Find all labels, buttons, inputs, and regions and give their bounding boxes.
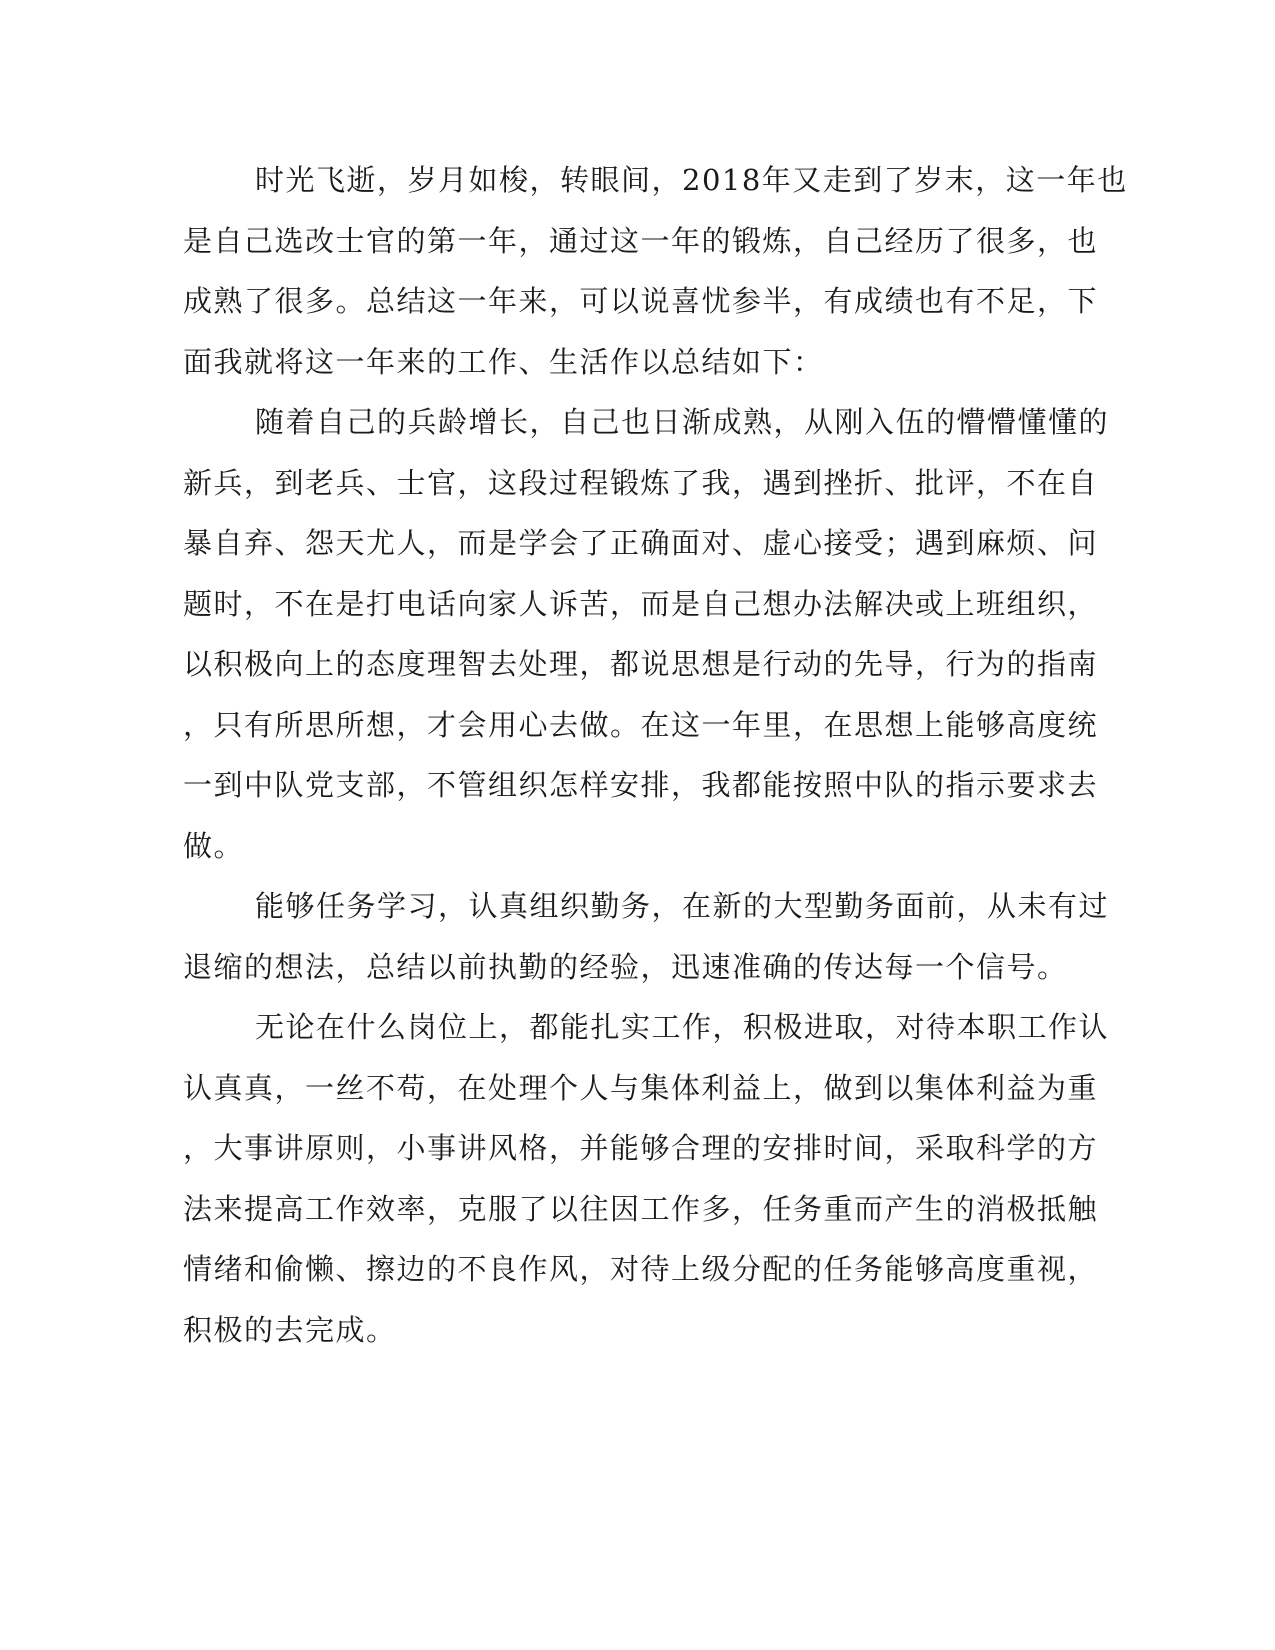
text-line: 积极的去完成。: [183, 1312, 397, 1347]
text-line: 面我就将这一年来的工作、生活作以总结如下：: [183, 344, 824, 379]
paragraph-1: [183, 158, 1128, 400]
document-body: [183, 158, 1128, 1368]
text-line: 认真真，一丝不苟，在处理个人与集体利益上，做到以集体利益为重: [183, 1070, 1099, 1105]
text-line: 一到中队党支部，不管组织怎样安排，我都能按照中队的指示要求去: [183, 768, 1099, 802]
paragraph-2: [183, 400, 1110, 884]
text-line: 是自己选改士官的第一年，通过这一年的锻炼，自己经历了很多，也: [183, 223, 1099, 258]
text-line: 新兵，到老兵、士官，这段过程锻炼了我，遇到挫折、批评，不在自: [183, 465, 1099, 500]
paragraph-4: [183, 1005, 1110, 1368]
text-line: 法来提高工作效率，克服了以往因工作多，任务重而产生的消极抵触: [183, 1191, 1099, 1226]
text-line: 随着自己的兵龄增长，自己也日渐成熟，从刚入伍的懵懵懂懂的: [255, 405, 1110, 439]
text-line: 做。: [183, 828, 245, 863]
text-line: 时光飞逝，岁月如梭，转眼间，2018年又走到了岁末，这一年也: [255, 163, 1128, 197]
text-line: 成熟了很多。总结这一年来，可以说喜忧参半，有成绩也有不足，下: [183, 284, 1099, 318]
text-line: 题时，不在是打电话向家人诉苦，而是自己想办法解决或上班组织，: [183, 586, 1099, 621]
text-line: ，大事讲原则，小事讲风格，并能够合理的安排时间，采取科学的方: [183, 1131, 1099, 1165]
paragraph-3: [183, 884, 1110, 1005]
text-line: 暴自弃、怨天尤人，而是学会了正确面对、虚心接受；遇到麻烦、问: [183, 526, 1099, 560]
text-line: 以积极向上的态度理智去处理，都说思想是行动的先导，行为的指南: [183, 647, 1099, 681]
text-line: 能够任务学习，认真组织勤务，在新的大型勤务面前，从未有过: [255, 889, 1110, 923]
text-line: 退缩的想法，总结以前执勤的经验，迅速准确的传达每一个信号。: [183, 949, 1068, 984]
text-line: ，只有所思所想，才会用心去做。在这一年里，在思想上能够高度统: [183, 707, 1099, 742]
text-line: 无论在什么岗位上，都能扎实工作，积极进取，对待本职工作认: [255, 1010, 1110, 1044]
text-line: 情绪和偷懒、擦边的不良作风，对待上级分配的任务能够高度重视，: [183, 1252, 1099, 1286]
